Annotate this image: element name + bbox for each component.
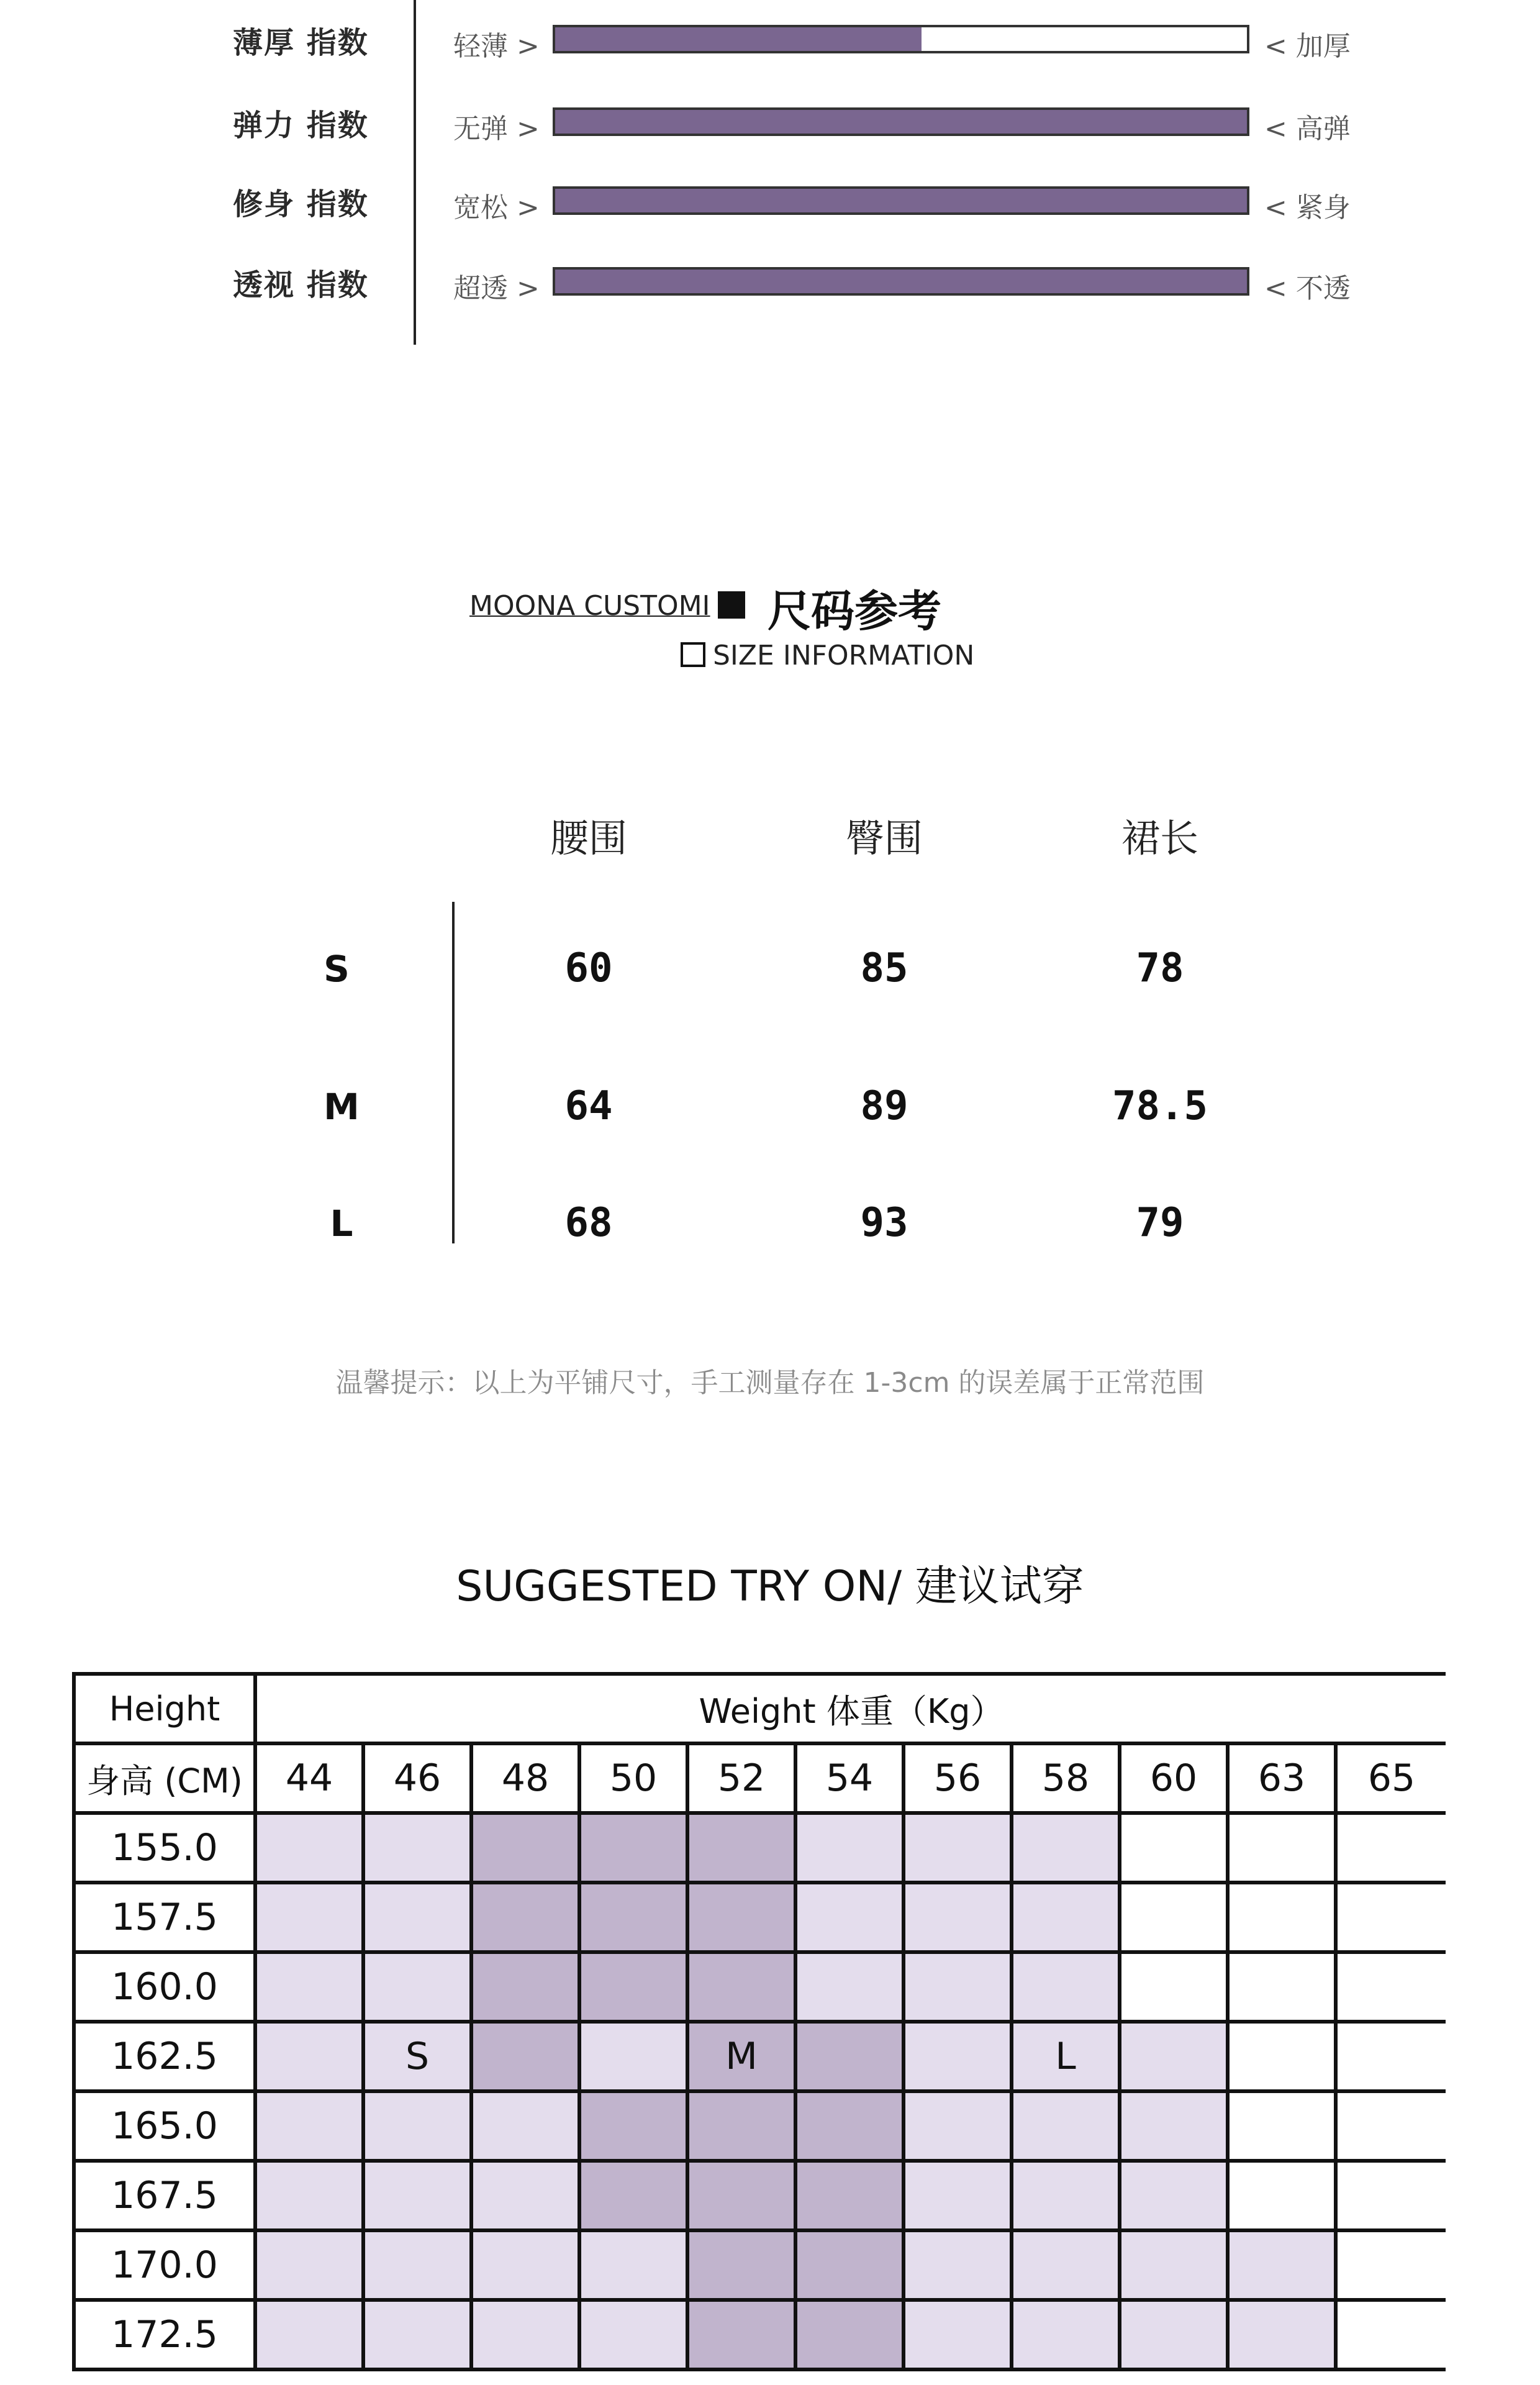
grid-cell [687,2300,795,2369]
grid-cell [579,1952,687,2022]
index-right-label: < 紧身 [1264,192,1351,224]
try-on-title: SUGGESTED TRY ON/ 建议试穿 [456,1562,1084,1611]
index-row-elasticity [0,101,1540,157]
grid-height-row [74,2161,1446,2230]
grid-cell [795,2300,904,2369]
grid-cell [1228,2300,1336,2369]
grid-cell [1228,1813,1336,1883]
measurement-column-header: 臀围 [845,815,923,861]
grid-cell [255,1883,363,1952]
index-fill [555,270,1247,293]
grid-cell [687,2091,795,2161]
grid-cell [687,1952,795,2022]
brand-line [469,590,745,622]
try-on-grid [72,1672,1446,2385]
grid-cell [795,1952,904,2022]
index-bar [553,267,1249,296]
grid-cell [904,2161,1012,2230]
grid-cell [471,2230,579,2300]
weight-value: 63 [1228,1743,1336,1813]
weight-value: 46 [363,1743,471,1813]
grid-cell [904,1952,1012,2022]
grid-cell [1228,2091,1336,2161]
grid-cell [1228,2161,1336,2230]
index-label: 透视 指数 [233,268,369,302]
grid-cell [687,1883,795,1952]
index-bar [553,186,1249,215]
grid-cell [1120,2022,1228,2091]
index-right-label: < 不透 [1264,273,1351,304]
size-subtitle: SIZE INFORMATION [713,640,975,671]
grid-cell [255,2300,363,2369]
grid-cell [1120,2300,1228,2369]
empty-square-icon [681,642,705,667]
measurement-value: 68 [564,1200,613,1246]
grid-cell [579,2022,687,2091]
index-fill [555,27,922,51]
grid-cell [1336,2300,1446,2369]
index-label: 弹力 指数 [233,108,369,143]
weight-value: 56 [904,1743,1012,1813]
grid-cell [904,2022,1012,2091]
grid-cell [1336,2091,1446,2161]
index-fill [555,189,1247,212]
grid-cell [471,1813,579,1883]
index-row-thickness [0,19,1540,75]
height-value: 172.5 [74,2300,255,2369]
grid-cell [363,1813,471,1883]
weight-value: 65 [1336,1743,1446,1813]
measurement-value: 85 [860,945,908,991]
size-s-marker: S [363,2022,471,2091]
grid-cell [579,2300,687,2369]
height-value: 157.5 [74,1883,255,1952]
index-row-sheerness [0,261,1540,317]
index-label: 薄厚 指数 [233,25,369,60]
grid-cell [471,2091,579,2161]
brand-name: MOONA CUSTOMI [469,590,710,622]
grid-cell [1012,1883,1120,1952]
grid-cell [1120,2161,1228,2230]
grid-cell [363,2230,471,2300]
grid-cell [363,1883,471,1952]
weight-value: 60 [1120,1743,1228,1813]
size-m-marker: M [687,2022,795,2091]
measurement-size-label: M [324,1086,360,1128]
index-row-fit [0,180,1540,236]
grid-weight-row [74,1743,1446,1813]
grid-cell [795,1883,904,1952]
grid-cell [1336,1883,1446,1952]
grid-header-row [74,1674,1446,1743]
height-value: 167.5 [74,2161,255,2230]
weight-value: 58 [1012,1743,1120,1813]
height-value: 160.0 [74,1952,255,2022]
try-on-table [72,1672,1446,2371]
grid-cell [904,1813,1012,1883]
grid-cell [1336,1952,1446,2022]
index-left-label: 无弹 > [453,113,540,145]
grid-cell [1228,1952,1336,2022]
size-l-marker: L [1012,2022,1120,2091]
measurement-column-header: 裙长 [1121,815,1198,861]
grid-cell [471,2161,579,2230]
grid-cell [363,2091,471,2161]
measurement-tip: 温馨提示：以上为平铺尺寸，手工测量存在 1-3cm 的误差属于正常范围 [335,1367,1205,1399]
grid-cell [1120,2091,1228,2161]
measurement-size-label: L [330,1202,353,1245]
index-left-label: 轻薄 > [453,30,540,62]
index-left-label: 超透 > [453,273,540,304]
height-value: 155.0 [74,1813,255,1883]
measurement-value: 93 [860,1200,908,1246]
measurement-value: 78 [1136,945,1184,991]
height-value: 170.0 [74,2230,255,2300]
grid-cell [471,2022,579,2091]
grid-cell [579,1813,687,1883]
grid-cell [1336,2161,1446,2230]
height-unit-header: 身高 (CM) [74,1743,255,1813]
grid-cell [1012,2230,1120,2300]
grid-height-row [74,2230,1446,2300]
grid-cell [255,2022,363,2091]
grid-cell [363,2161,471,2230]
fabric-index-section [0,0,1540,354]
grid-cell [579,2161,687,2230]
measurement-value: 60 [564,945,613,991]
grid-cell [1120,1813,1228,1883]
grid-cell [687,2161,795,2230]
weight-value: 50 [579,1743,687,1813]
grid-cell [255,1813,363,1883]
grid-cell [687,2230,795,2300]
filled-square-icon [718,591,745,619]
measurement-value: 79 [1136,1200,1184,1246]
weight-value: 44 [255,1743,363,1813]
index-fill [555,110,1247,134]
size-title: 尺码参考 [768,586,941,637]
grid-cell [255,2091,363,2161]
grid-height-row [74,2022,1446,2091]
grid-cell [687,1813,795,1883]
height-value: 162.5 [74,2022,255,2091]
grid-cell [904,1883,1012,1952]
grid-cell [579,2091,687,2161]
grid-cell [471,1952,579,2022]
grid-cell [795,2230,904,2300]
grid-cell [579,2230,687,2300]
grid-cell [904,2230,1012,2300]
measurement-column-header: 腰围 [550,815,627,861]
grid-cell [471,1883,579,1952]
index-left-label: 宽松 > [453,192,540,224]
grid-cell [1012,2161,1120,2230]
index-bar [553,107,1249,136]
weight-value: 48 [471,1743,579,1813]
index-label: 修身 指数 [233,187,369,222]
grid-cell [363,2300,471,2369]
measurement-size-label: S [324,948,350,990]
grid-cell [471,2300,579,2369]
grid-cell [795,2161,904,2230]
grid-cell [1120,1883,1228,1952]
weight-value: 52 [687,1743,795,1813]
grid-cell [579,1883,687,1952]
grid-height-row [74,1813,1446,1883]
grid-cell [1012,1952,1120,2022]
measurement-value: 89 [860,1083,908,1129]
grid-cell [795,1813,904,1883]
index-right-label: < 加厚 [1264,30,1351,62]
grid-cell [255,2230,363,2300]
height-header: Height [74,1674,255,1743]
grid-cell [1120,2230,1228,2300]
grid-cell [1336,2022,1446,2091]
height-value: 165.0 [74,2091,255,2161]
grid-cell [1120,1952,1228,2022]
grid-cell [795,2091,904,2161]
grid-cell [255,1952,363,2022]
grid-cell [255,2161,363,2230]
weight-header: Weight 体重（Kg） [255,1674,1446,1743]
grid-cell [1336,1813,1446,1883]
grid-cell [363,1952,471,2022]
measurement-divider [452,902,455,1243]
grid-height-row [74,1883,1446,1952]
grid-cell [795,2022,904,2091]
grid-cell [1012,2300,1120,2369]
grid-height-row [74,2300,1446,2369]
measurement-value: 78.5 [1112,1083,1208,1129]
grid-height-row [74,2091,1446,2161]
grid-cell [904,2300,1012,2369]
measurement-value: 64 [564,1083,613,1129]
grid-cell [1228,2022,1336,2091]
grid-cell [904,2091,1012,2161]
grid-cell [1228,1883,1336,1952]
index-right-label: < 高弹 [1264,113,1351,145]
size-subtitle-line [681,640,974,671]
grid-height-row [74,1952,1446,2022]
weight-value: 54 [795,1743,904,1813]
index-bar [553,25,1249,53]
grid-cell [1012,1813,1120,1883]
grid-cell [1228,2230,1336,2300]
grid-cell [1336,2230,1446,2300]
grid-cell [1012,2091,1120,2161]
